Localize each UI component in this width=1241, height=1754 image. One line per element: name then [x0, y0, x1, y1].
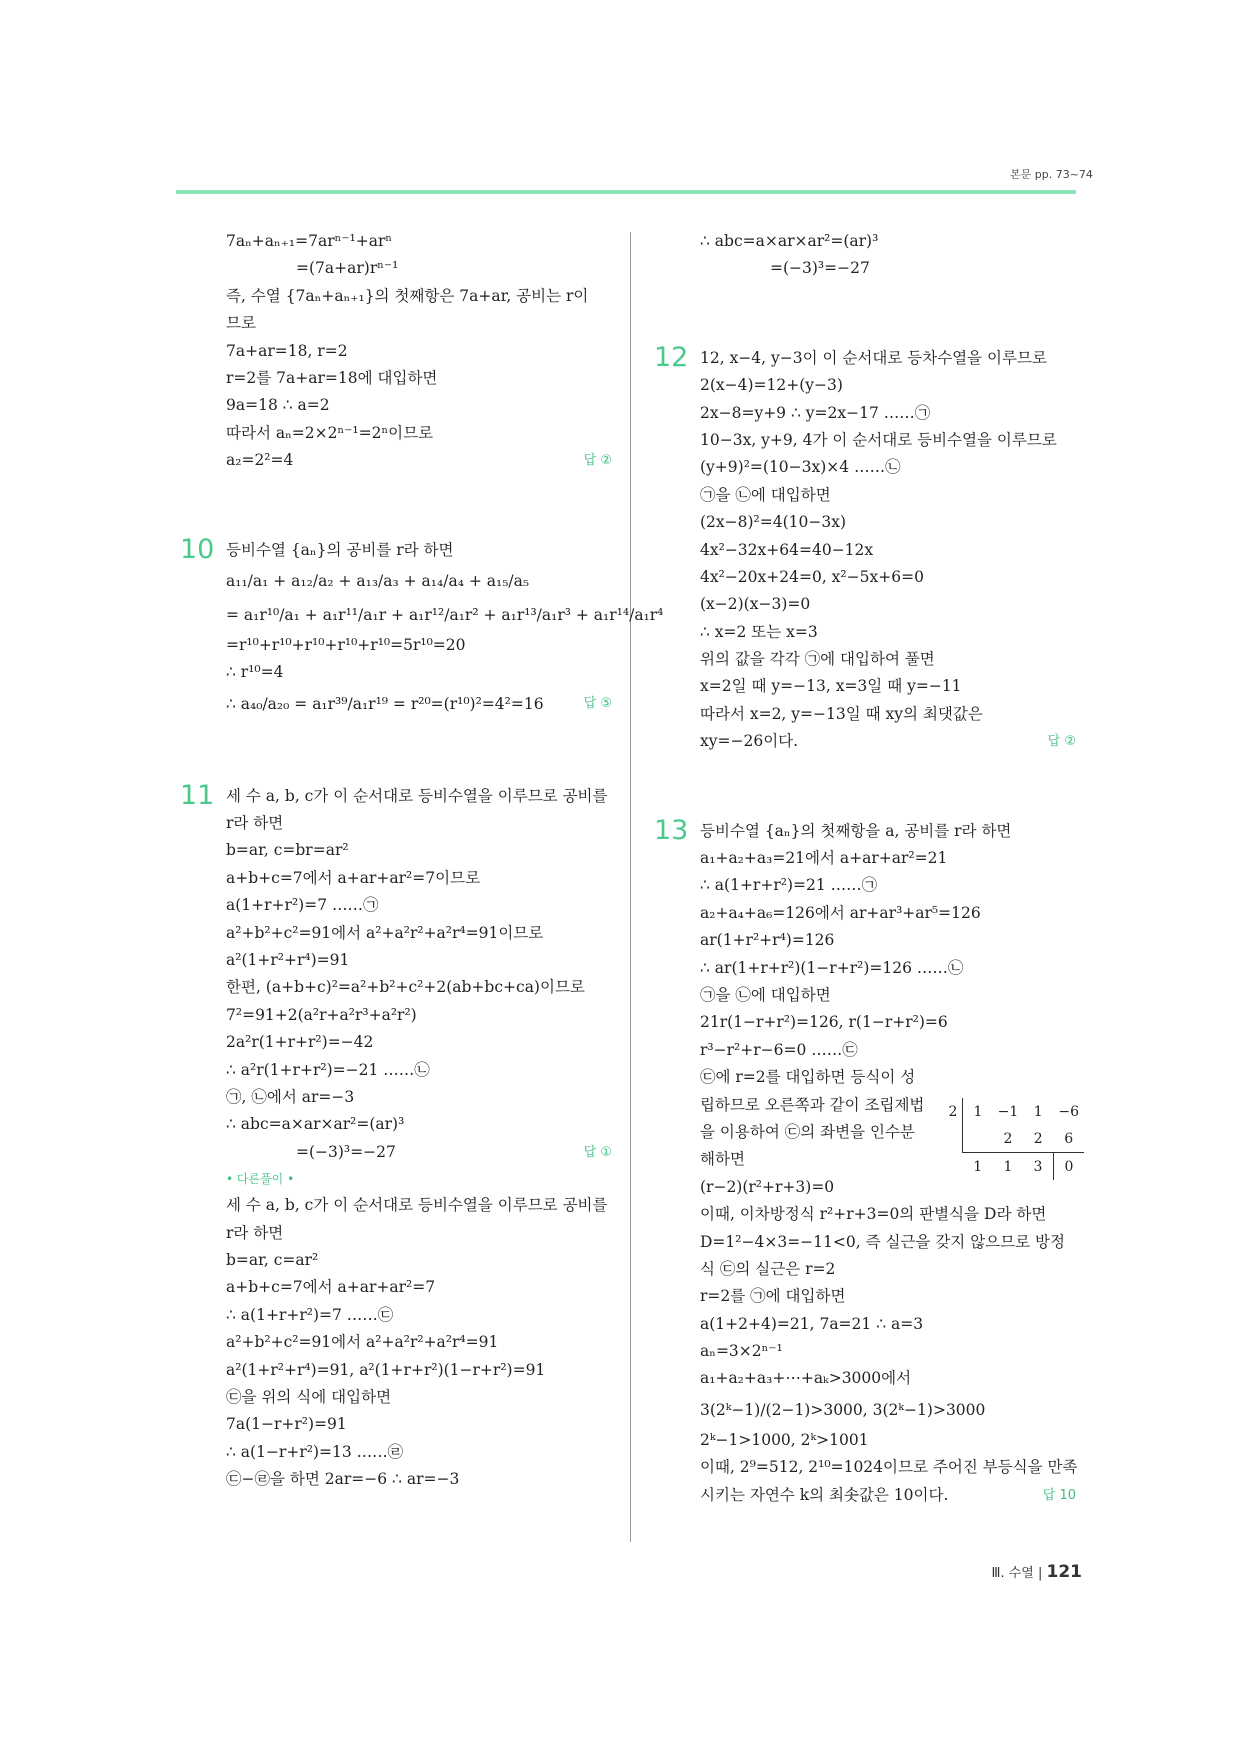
math-line: D=1²−4×3=−11<0, 즉 실근을 갖지 않으므로 방정 — [700, 1232, 1065, 1251]
math-line: ㉠을 ㉡에 대입하면 — [700, 485, 831, 504]
text-line: 즉, 수열 {7aₙ+aₙ₊₁}의 첫째항은 7a+ar, 공비는 r이 — [226, 286, 589, 305]
problem-number: 12 — [654, 341, 689, 373]
problem-line — [176, 779, 616, 811]
math-line: ∴ a²r(1+r+r²)=−21 ……㉡ — [226, 1060, 430, 1079]
math-line: 2x−8=y+9 ∴ y=2x−17 ……㉠ — [700, 403, 931, 422]
answer-label: 답 ② — [1047, 734, 1076, 750]
math-line: a₂+a₄+a₆=126에서 ar+ar³+ar⁵=126 — [700, 903, 981, 922]
synthetic-cell: 1 — [963, 1098, 994, 1125]
math-line: 2(x−4)=12+(y−3) — [700, 376, 843, 395]
math-line: ∴ a(1−r+r²)=13 ……㉣ — [226, 1442, 404, 1461]
problem-line — [176, 533, 616, 565]
math-line: ㉠을 ㉡에 대입하면 — [700, 985, 831, 1004]
problem-11 — [176, 779, 616, 1494]
math-line: 이때, 2⁹=512, 2¹⁰=1024이므로 주어진 부등식을 만족 — [700, 1458, 1078, 1477]
column-divider — [630, 232, 631, 1542]
problem-text: 세 수 a, b, c가 이 순서대로 등비수열을 이루므로 공비를 — [226, 786, 608, 805]
answer-label: 답 10 — [1042, 1487, 1076, 1503]
math-text: a₂=2²=4 — [226, 451, 294, 470]
synthetic-divisor: 2 — [948, 1103, 958, 1120]
math-text: ∴ a₄₀/a₂₀ = a₁r³⁹/a₁r¹⁹ = r²⁰=(r¹⁰)²=4²=16 — [226, 694, 544, 713]
math-line: ㉢−㉣을 하면 2ar=−6 ∴ ar=−3 — [226, 1470, 460, 1489]
text-line: 세 수 a, b, c가 이 순서대로 등비수열을 이루므로 공비를 — [226, 1196, 608, 1215]
math-line — [650, 1482, 1080, 1509]
math-line: 4x²−20x+24=0, x²−5x+6=0 — [700, 567, 924, 586]
math-line: 7a+ar=18, r=2 — [226, 341, 348, 360]
problem-line — [650, 341, 1080, 373]
math-line: 21r(1−r+r²)=126, r(1−r+r²)=6 — [700, 1013, 948, 1032]
math-line: a(1+2+4)=21, 7a=21 ∴ a=3 — [700, 1314, 924, 1333]
fraction-line: a₁₁/a₁ + a₁₂/a₂ + a₁₃/a₃ + a₁₄/a₄ + a₁₅/a₅ — [226, 571, 530, 590]
math-line: 7²=91+2(a²r+a²r³+a²r²) — [226, 1005, 417, 1024]
math-line: ∴ a(1+r+r²)=7 ……㉢ — [226, 1305, 394, 1324]
math-line — [176, 1139, 616, 1166]
text-line: 해하면 — [700, 1150, 745, 1169]
page-number: 121 — [1046, 1562, 1082, 1582]
math-line: 따라서 aₙ=2×2ⁿ⁻¹=2ⁿ이므로 — [226, 423, 434, 442]
page-reference: 본문 pp. 73~74 — [1010, 168, 1093, 181]
problem-12 — [650, 341, 1080, 756]
problem-text: 12, x−4, y−3이 이 순서대로 등차수열을 이루므로 — [700, 348, 1047, 367]
math-line: a₁+a₂+a₃=21에서 a+ar+ar²=21 — [700, 849, 948, 868]
math-line: a₁+a₂+a₃+⋯+aₖ>3000에서 — [700, 1369, 912, 1388]
fraction-line: = a₁r¹⁰/a₁ + a₁r¹¹/a₁r + a₁r¹²/a₁r² + a₁r¹³/a₁r³ + a₁r¹⁴/a₁r⁴ — [226, 605, 664, 624]
math-line: =(−3)³=−27 — [770, 259, 870, 278]
page-footer — [990, 1562, 1082, 1582]
text-line: 립하므로 오른쪽과 같이 조립제법 — [700, 1095, 925, 1114]
synthetic-remainder: 0 — [1054, 1153, 1085, 1181]
problem-number: 13 — [654, 814, 689, 846]
math-line: ∴ a(1+r+r²)=21 ……㉠ — [700, 876, 878, 895]
math-line: a²(1+r²+r⁴)=91, a²(1+r+r²)(1−r+r²)=91 — [226, 1360, 546, 1379]
math-line: ㉠, ㉡에서 ar=−3 — [226, 1087, 355, 1106]
footer-section: Ⅲ. 수열 | — [991, 1566, 1043, 1581]
solution-continued — [176, 228, 616, 475]
problem-line — [650, 814, 1080, 846]
math-line: ar(1+r²+r⁴)=126 — [700, 931, 835, 950]
math-line: 따라서 x=2, y=−13일 때 xy의 최댓값은 — [700, 704, 983, 723]
math-line: ∴ x=2 또는 x=3 — [700, 622, 818, 641]
math-line: aₙ=3×2ⁿ⁻¹ — [700, 1342, 783, 1361]
synthetic-cell: 2 — [1003, 1130, 1013, 1147]
math-line: r³−r²+r−6=0 ……㉢ — [700, 1040, 858, 1059]
math-line: =r¹⁰+r¹⁰+r¹⁰+r¹⁰+r¹⁰=5r¹⁰=20 — [226, 635, 466, 654]
math-text: =(−3)³=−27 — [296, 1142, 396, 1161]
math-line: ∴ abc=a×ar×ar²=(ar)³ — [226, 1115, 405, 1134]
math-line: 10−3x, y+9, 4가 이 순서대로 등비수열을 이루므로 — [700, 430, 1057, 449]
synthetic-cell: 1 — [1033, 1103, 1043, 1120]
math-line — [650, 728, 1080, 755]
math-line: a²(1+r²+r⁴)=91 — [226, 951, 350, 970]
problem-number: 10 — [180, 533, 215, 565]
answer-label: 답 ⑤ — [583, 695, 612, 711]
problem-text: 등비수열 {aₙ}의 첫째항을 a, 공비를 r라 하면 — [700, 821, 1012, 840]
synthetic-cell: 1 — [963, 1153, 994, 1181]
math-line: b=ar, c=ar² — [226, 1250, 319, 1269]
problem-10 — [176, 533, 664, 721]
right-column — [650, 228, 1080, 1509]
synthetic-division-table — [944, 1098, 1084, 1180]
math-text: 시키는 자연수 k의 최솟값은 10이다. — [700, 1485, 949, 1504]
math-line: ㉢을 위의 식에 대입하면 — [226, 1387, 392, 1406]
math-line: a+b+c=7에서 a+ar+ar²=7 — [226, 1278, 436, 1297]
math-line: 위의 값을 각각 ㉠에 대입하여 풀면 — [700, 650, 935, 669]
math-line: =(7a+ar)rⁿ⁻¹ — [296, 259, 399, 278]
solution-continued — [650, 228, 1080, 283]
text-line: 을 이용하여 ㉢의 좌변을 인수분 — [700, 1122, 915, 1141]
math-line: 7a(1−r+r²)=91 — [226, 1415, 347, 1434]
text-line: r라 하면 — [226, 1223, 284, 1242]
math-line: ∴ ar(1+r+r²)(1−r+r²)=126 ……㉡ — [700, 958, 964, 977]
header-rule — [176, 190, 1076, 194]
math-line: a²+b²+c²=91에서 a²+a²r²+a²r⁴=91 — [226, 1333, 499, 1352]
text-line: 므로 — [226, 314, 256, 333]
alternative-solution-label: • 다른풀이 • — [226, 1172, 295, 1187]
math-line: 2ᵏ−1>1000, 2ᵏ>1001 — [700, 1430, 869, 1449]
math-line: ∴ abc=a×ar×ar²=(ar)³ — [700, 232, 879, 250]
math-line — [176, 447, 616, 474]
synthetic-cell: −6 — [1058, 1103, 1080, 1120]
math-line: r=2를 ㉠에 대입하면 — [700, 1287, 846, 1306]
synthetic-cell: −1 — [997, 1103, 1019, 1120]
math-line: (r−2)(r²+r+3)=0 — [700, 1177, 835, 1196]
text-line: ㉢에 r=2를 대입하면 등식이 성 — [700, 1068, 916, 1087]
problem-number: 11 — [180, 779, 215, 811]
synthetic-cell: 1 — [993, 1153, 1023, 1181]
math-line: 식 ㉢의 실근은 r=2 — [700, 1259, 836, 1278]
synthetic-cell: 6 — [1064, 1130, 1074, 1147]
fraction-line: 3(2ᵏ−1)/(2−1)>3000, 3(2ᵏ−1)>3000 — [700, 1400, 986, 1419]
math-line: 한편, (a+b+c)²=a²+b²+c²+2(ab+bc+ca)이므로 — [226, 978, 585, 997]
text-line: r라 하면 — [226, 814, 284, 833]
fraction-line — [176, 687, 616, 721]
synthetic-cell: 2 — [1033, 1130, 1043, 1147]
math-line: 2a²r(1+r+r²)=−42 — [226, 1033, 374, 1052]
math-line: b=ar, c=br=ar² — [226, 841, 349, 860]
math-line: (y+9)²=(10−3x)×4 ……㉡ — [700, 458, 901, 477]
math-line: (2x−8)²=4(10−3x) — [700, 513, 847, 532]
math-line: x=2일 때 y=−13, x=3일 때 y=−11 — [700, 677, 962, 696]
left-column — [176, 228, 664, 1493]
math-line: a+b+c=7에서 a+ar+ar²=7이므로 — [226, 868, 481, 887]
synthetic-cell: 3 — [1023, 1153, 1054, 1181]
math-line: ∴ r¹⁰=4 — [226, 663, 284, 682]
answer-label: 답 ① — [583, 1144, 612, 1160]
math-line: a(1+r+r²)=7 ……㉠ — [226, 896, 379, 915]
math-line: r=2를 7a+ar=18에 대입하면 — [226, 368, 438, 387]
math-line: 9a=18 ∴ a=2 — [226, 396, 330, 415]
math-line: 7aₙ+aₙ₊₁=7arⁿ⁻¹+arⁿ — [226, 232, 393, 250]
math-line: 4x²−32x+64=40−12x — [700, 540, 874, 559]
math-text: xy=−26이다. — [700, 732, 799, 751]
synthetic-cell — [963, 1125, 994, 1153]
problem-text: 등비수열 {aₙ}의 공비를 r라 하면 — [226, 540, 454, 559]
answer-label: 답 ② — [583, 453, 612, 469]
math-line: (x−2)(x−3)=0 — [700, 595, 811, 614]
math-line: a²+b²+c²=91에서 a²+a²r²+a²r⁴=91이므로 — [226, 923, 544, 942]
math-line: 이때, 이차방정식 r²+r+3=0의 판별식을 D라 하면 — [700, 1205, 1047, 1224]
